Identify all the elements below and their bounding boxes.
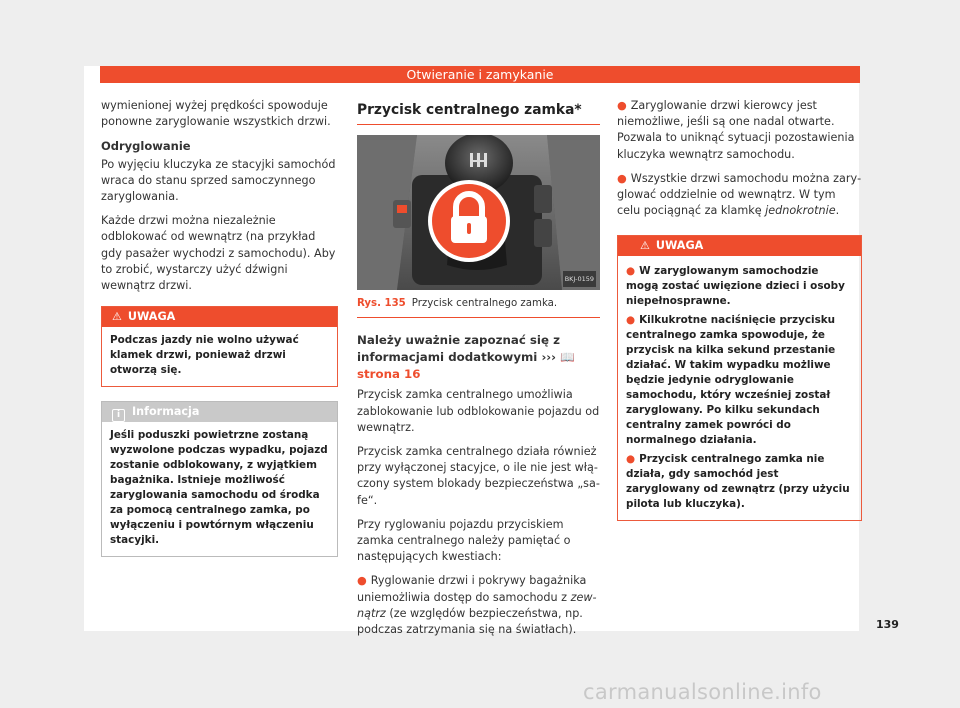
intro-text: wymienionej wyżej prędkości spowoduje ponowne zaryglowanie wszystkich drzwi.	[101, 99, 331, 129]
info-header	[102, 402, 337, 422]
caption-text: Przycisk centralnego zamka.	[411, 298, 558, 310]
bullet-icon: ●	[357, 574, 367, 588]
figure-central-lock	[357, 135, 600, 290]
info-icon: i	[112, 409, 125, 422]
paragraph-2: Przycisk zamka centralnego działa również przy wyłączonej stacyjce, o ile nie jest włączony system blokady bezpieczeństwa „safe“.	[357, 445, 600, 507]
column-right	[617, 98, 862, 521]
bullet-icon: ●	[626, 314, 636, 327]
gear-console-illustration	[357, 135, 600, 290]
note-heading: Należy uważnie zapoznać się z informacjami dodatkowymi ››› 📖 strona 16	[357, 333, 575, 382]
unlock-paragraph-2: Każde drzwi można niezależnie odblokować od wewnątrz (na przykład gdy pasażer wychodzi z samochodu). Aby to zrobić, wystarczy użyć dźwigni wewnątrz drzwi.	[101, 214, 336, 293]
bullet-icon: ●	[617, 171, 627, 185]
warning-item-2: ● Kilkukrotne naciśnięcie przycisku centralnego zamka spowoduje, że przycisk na kilka sekund przestanie działać. W takim wypadku możliwe będzie jedynie odryglowanie samochodu, który wcześniej został zaryglowany. Po kilku sekundach centralny zamek powróci do normalnego działania.	[626, 314, 836, 447]
warning-text: Podczas jazdy nie wolno używać klamek drzwi, ponieważ drzwi otworzą się.	[110, 334, 299, 377]
bullet-item-3: ● Wszystkie drzwi samochodu można zaryglować oddzielnie od wewnątrz. W tym celu pociągnąć za klamkę jednokrotnie.	[617, 171, 862, 218]
warning-triangle-icon: ⚠	[112, 310, 122, 324]
warning-triangle-icon: ⚠	[640, 239, 650, 253]
bullet-icon: ●	[626, 265, 636, 278]
warning-list	[618, 256, 861, 520]
page-link[interactable]: strona 16	[357, 367, 421, 382]
bullet-icon: ●	[617, 99, 627, 112]
paragraph-3: Przy ryglowaniu pojazdu przyciskiem zamka centralnego należy pamiętać o następujących kwestiach:	[357, 517, 571, 564]
info-title: Informacja	[132, 405, 200, 419]
column-left	[101, 98, 338, 557]
page-header: Otwieranie i zamykanie	[100, 66, 860, 83]
caption-number: Rys. 135	[357, 298, 406, 310]
info-box	[101, 401, 338, 557]
bullet-item-2: ● Zaryglowanie drzwi kierowcy jest niemożliwe, jeśli są one nadal otwarte. Pozwala to uniknąć sytuacji pozostawienia kluczyka wewnątrz samochodu.	[617, 99, 855, 161]
warning-title: UWAGA	[127, 310, 176, 324]
page-number: 139	[876, 618, 899, 631]
bullet-item-1: ● Ryglowanie drzwi i pokrywy bagażnika uniemożliwia dostęp do samochodu z zewnątrz (ze względów bezpieczeństwa, np. podczas zatrzymania się na światłach).	[357, 574, 597, 637]
unlock-paragraph-1: Po wyjęciu kluczyka ze stacyjki samochód wraca do stanu sprzed samoczynnego zaryglowania.	[101, 157, 336, 204]
figure-code: BKJ-0159	[563, 271, 596, 287]
warning-box-2	[617, 235, 862, 521]
unlock-heading: Odryglowanie	[101, 139, 191, 154]
column-middle	[357, 98, 600, 646]
figure-caption	[357, 290, 600, 318]
warning-header	[618, 236, 861, 256]
section-title: Przycisk centralnego zamka*	[357, 102, 600, 125]
warning-item-3: ● Przycisk centralnego zamka nie działa, gdy samochód jest zaryglowany od zewnątrz (przy użyciu pilota lub kluczyka).	[626, 453, 850, 511]
warning-header	[102, 307, 337, 327]
info-text: Jeśli poduszki powietrzne zostaną wyzwolone podczas wypadku, pojazd zostanie odblokowany, z wyjątkiem bagażnika. Istnieje możliwość zaryglowania samochodu od środka za pomocą centralnego zamka, po wyłączeniu i powtórnym włączeniu stacyjki.	[110, 429, 328, 547]
bullet-icon: ●	[626, 453, 636, 466]
paragraph-1: Przycisk zamka centralnego umożliwia zablokowanie lub odblokowanie pojazdu od wewnątrz.	[357, 388, 600, 434]
warning-item-1: ● W zaryglowanym samochodzie mogą zostać uwięzione dzieci i osoby niepełnosprawne.	[626, 265, 845, 308]
book-icon: 📖	[560, 350, 575, 365]
warning-box	[101, 306, 338, 387]
watermark: carmanualsonline.info	[583, 680, 822, 704]
warning-title: UWAGA	[655, 239, 704, 253]
